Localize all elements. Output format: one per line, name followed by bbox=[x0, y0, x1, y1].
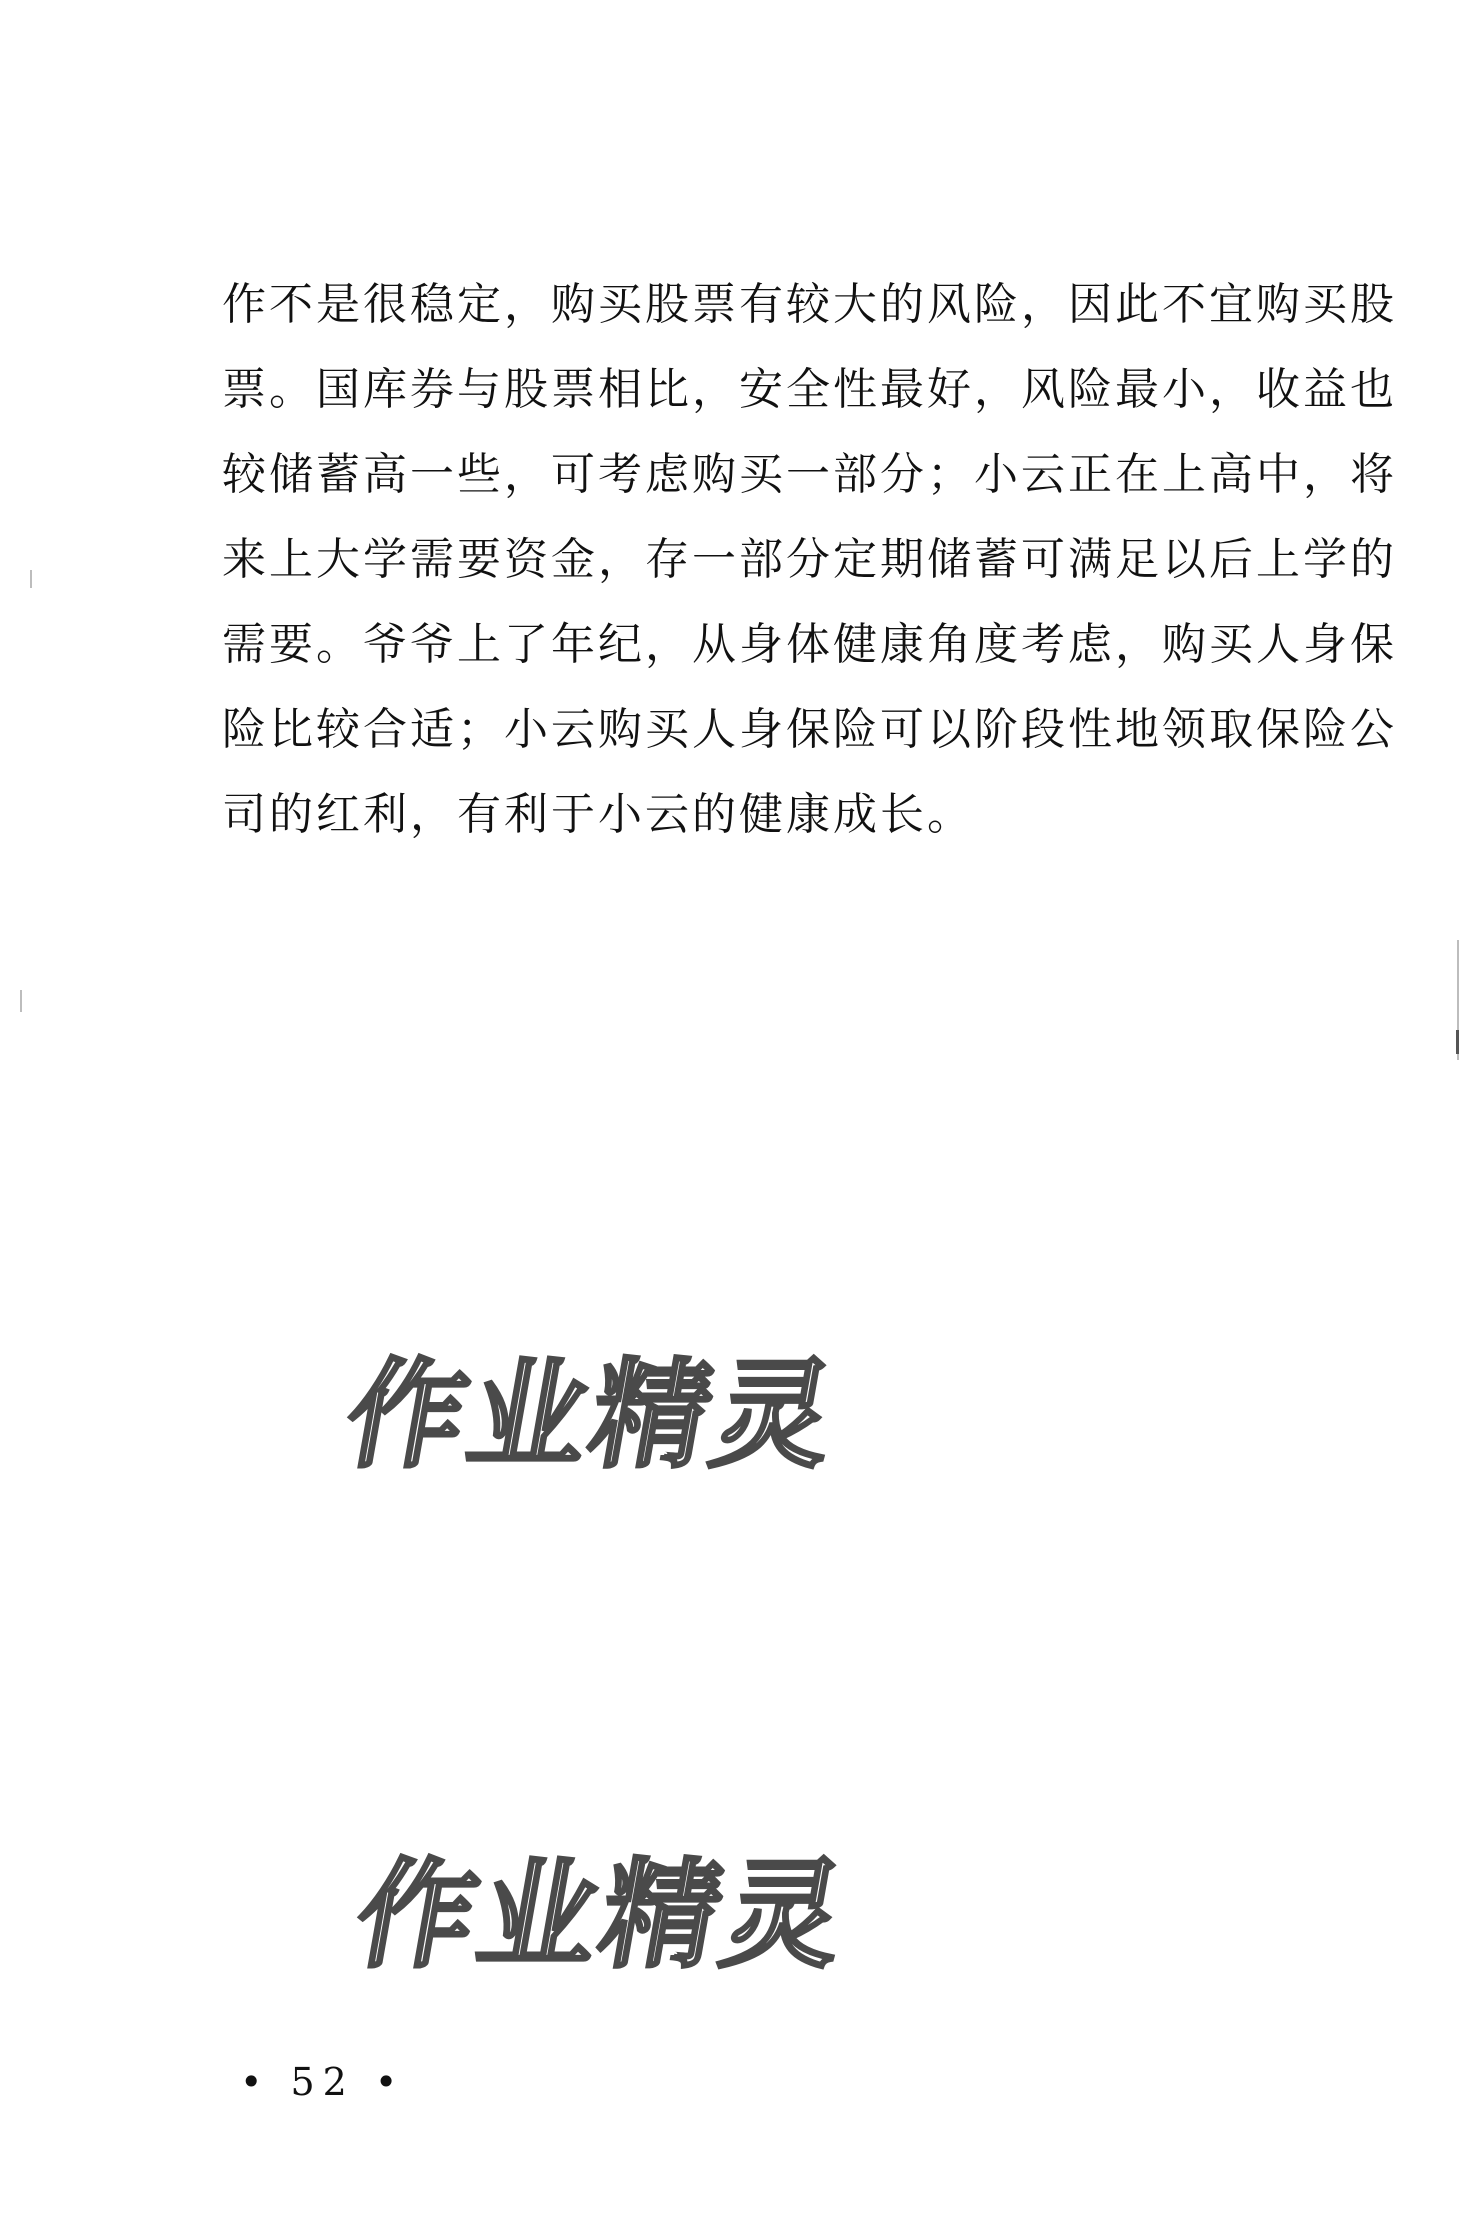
text-line: 险比较合适；小云购买人身保险可以阶段性地领取保险公 bbox=[222, 704, 1397, 755]
page-number: • 52 • bbox=[240, 2060, 406, 2104]
scan-artifact bbox=[20, 990, 22, 1012]
text-line: 来上大学需要资金，存一部分定期储蓄可满足以后上学的 bbox=[222, 534, 1397, 585]
watermark-logo: 作业精灵 bbox=[336, 1346, 849, 1484]
text-line: 较储蓄高一些，可考虑购买一部分；小云正在上高中，将 bbox=[222, 449, 1397, 500]
scan-artifact bbox=[30, 570, 32, 588]
text-line: 需要。爷爷上了年纪，从身体健康角度考虑，购买人身保 bbox=[222, 619, 1397, 670]
text-line: 票。国库券与股票相比，安全性最好，风险最小，收益也 bbox=[222, 364, 1397, 415]
text-line: 司的红利，有利于小云的健康成长。 bbox=[222, 789, 974, 840]
scan-artifact bbox=[1456, 1030, 1459, 1054]
watermark-logo: 作业精灵 bbox=[346, 1846, 859, 1984]
body-paragraph bbox=[222, 262, 1397, 857]
text-line: 作不是很稳定，购买股票有较大的风险，因此不宜购买股 bbox=[222, 279, 1397, 330]
